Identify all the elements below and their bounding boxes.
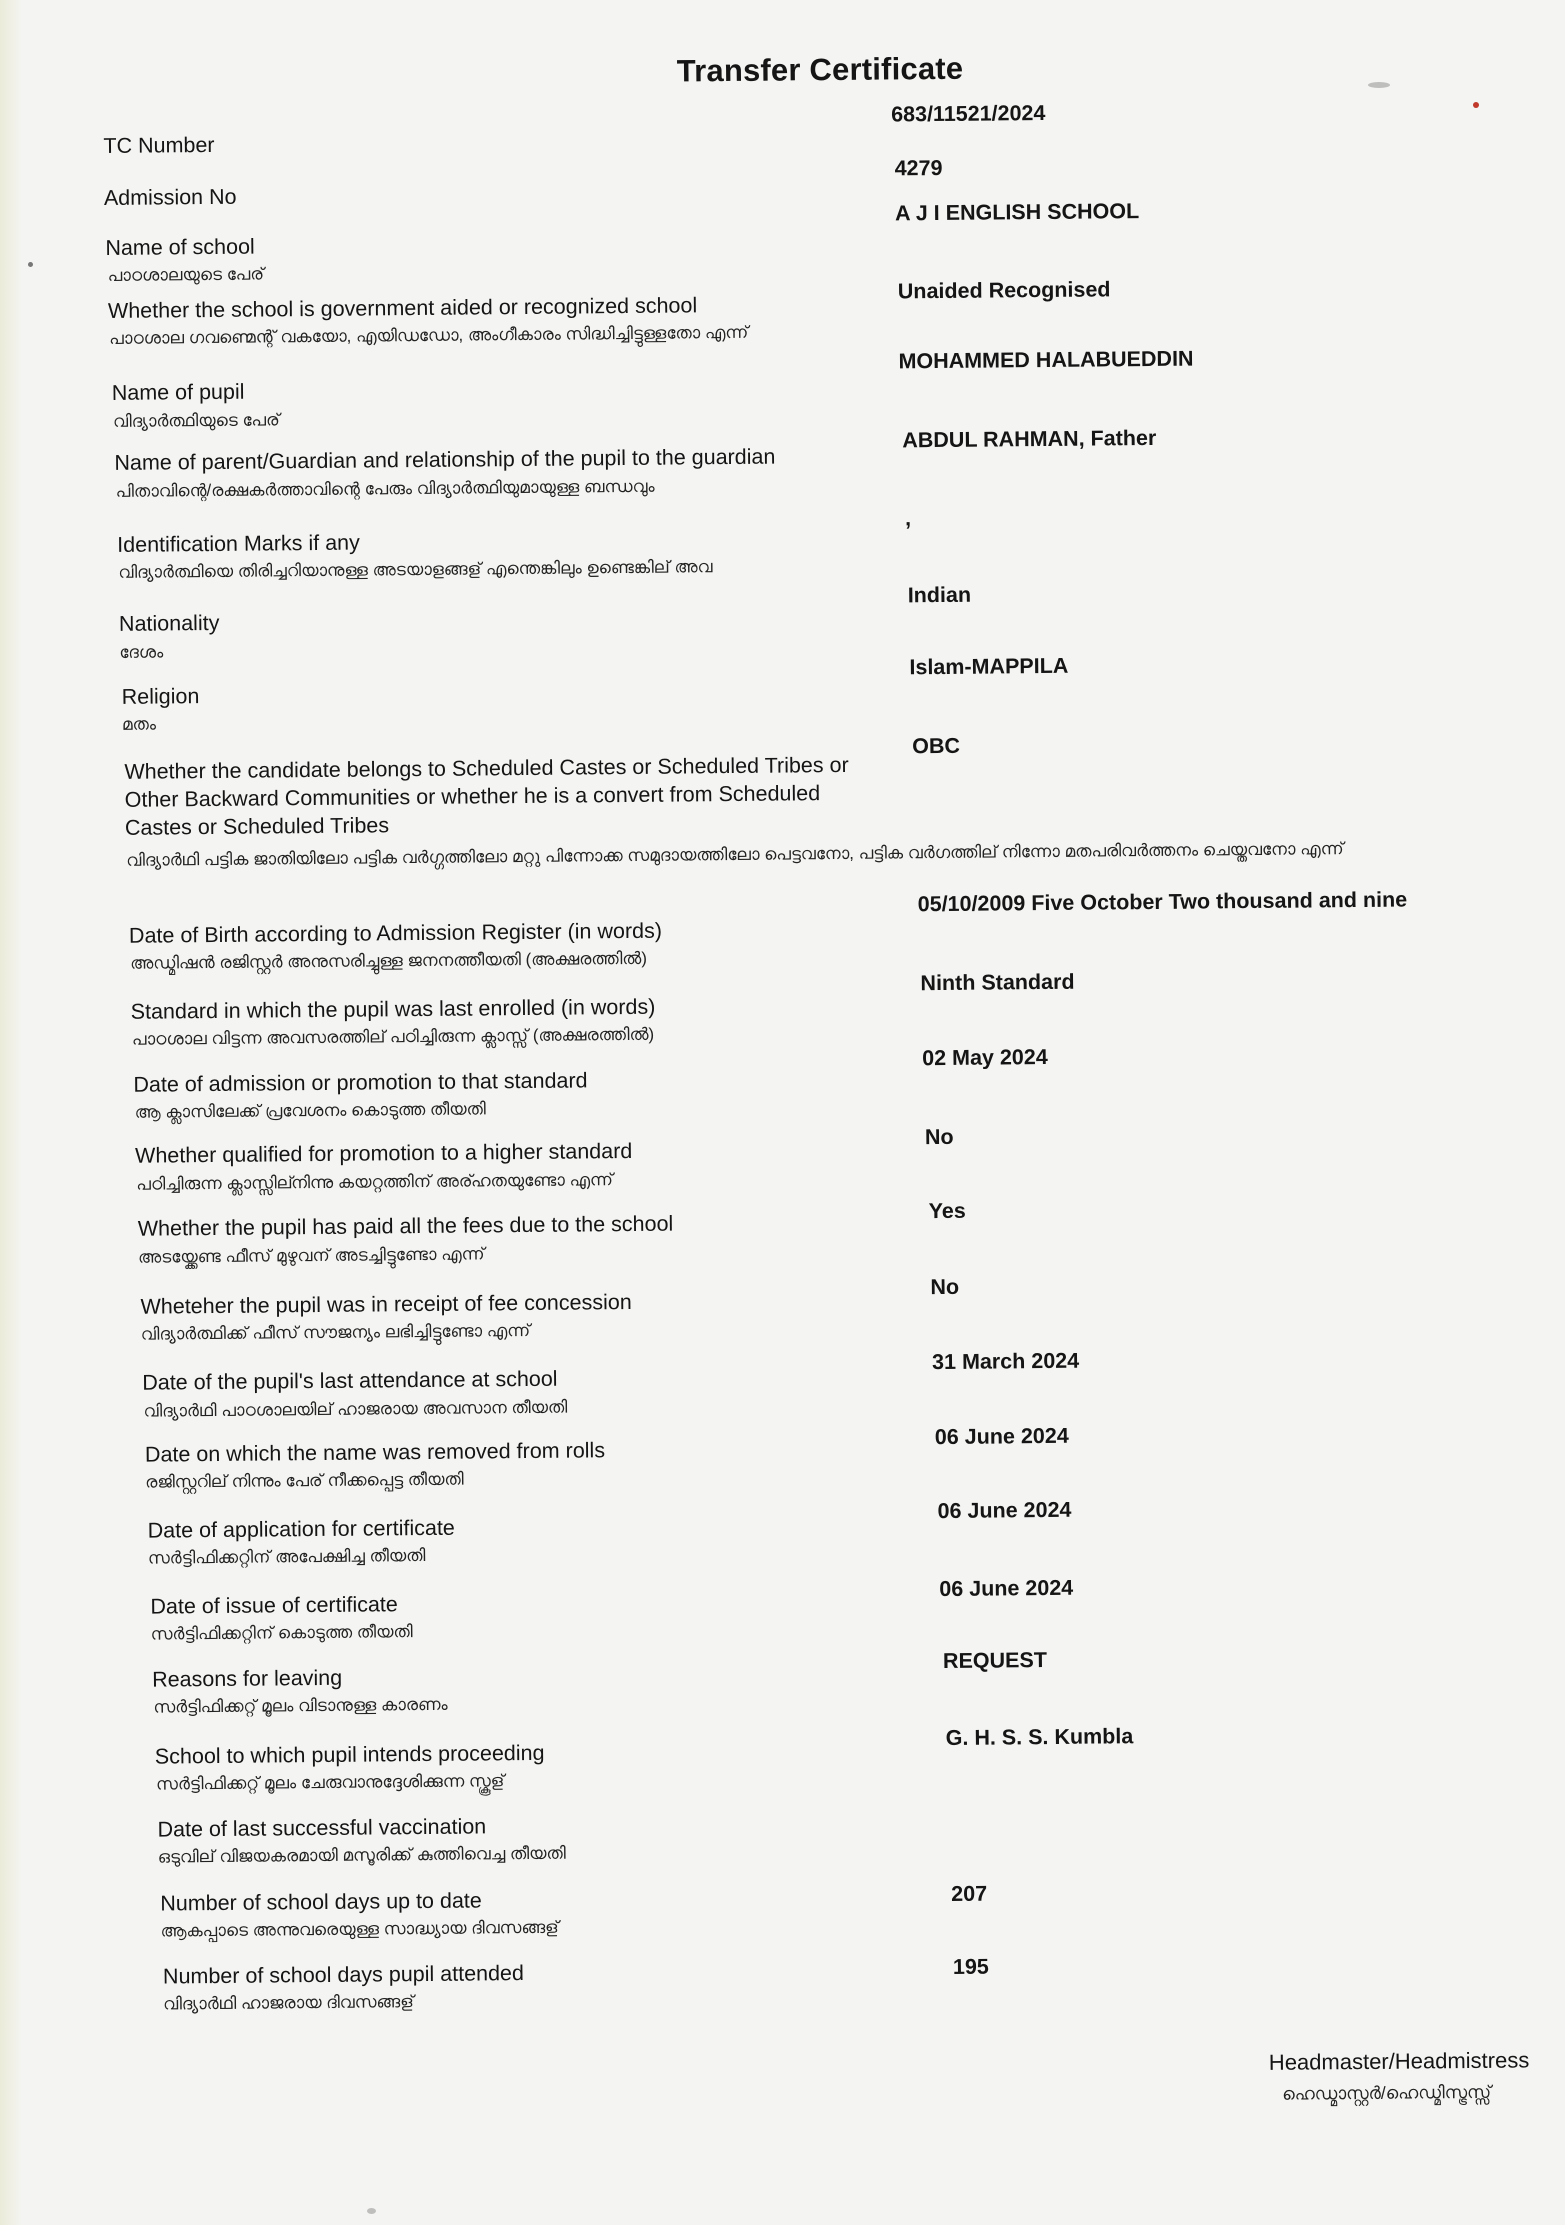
field-label: Whether the school is government aided or recognized school: [107, 293, 698, 323]
field-value: 683/11521/2024: [891, 100, 1046, 127]
field-label-malayalam: സർട്ടിഫിക്കറ്റ് മൂലം ചേരുവാനുദ്ദേശിക്കുന്ന സ്കൂള്: [156, 1771, 505, 1794]
field-label-malayalam: പിതാവിന്റെ/രക്ഷകർത്താവിന്റെ പേരും വിദ്യാർത്ഥിയുമായുള്ള ബന്ധവും: [115, 476, 655, 501]
field-label: Number of school days pupil attended: [162, 1961, 525, 1989]
field-label: Date of last successful vaccination: [157, 1814, 487, 1842]
field-label: Date of application for certificate: [147, 1515, 455, 1543]
field-label-malayalam: പഠിച്ചിരുന്ന ക്ലാസ്സില്നിന്നു കയറ്റത്തിന് അര്ഹതയുണ്ടോ എന്ന്: [136, 1170, 614, 1194]
field-label-malayalam: വിദ്യാർഥി പാഠശാലയില് ഹാജരായ അവസാന തീയതി: [143, 1397, 568, 1421]
field-label: Nationality: [118, 610, 220, 636]
field-label: Date of the pupil's last attendance at school: [142, 1366, 558, 1395]
field-label-malayalam: വിദ്യാർത്ഥിയെ തിരിച്ചറിയാനുള്ള അടയാളങ്ങള് എന്തെങ്കിലും ഉണ്ടെങ്കില് അവ: [118, 557, 713, 582]
field-value: No: [924, 1124, 954, 1150]
field-label: Admission No: [103, 184, 237, 211]
field-value: 31 March 2024: [932, 1348, 1080, 1375]
field-label: Date of issue of certificate: [150, 1592, 398, 1619]
field-value: A J I ENGLISH SCHOOL: [894, 199, 1140, 226]
field-label: Reasons for leaving: [152, 1665, 343, 1692]
field-label: Date of admission or promotion to that standard: [133, 1068, 588, 1097]
field-label-malayalam: വിദ്യാർഥി പട്ടിക ജാതിയിലോ പട്ടിക വർഗ്ഗത്തിലോ മറ്റു പിന്നോക്ക സമുദായത്തിലോ പെട്ടവനോ, പട്ടിക വർഗത്തില് നിന്നോ മതപരിവർത്തനം ചെയ്തവനോ എന്ന്: [126, 839, 1344, 870]
grey-smudge: [1368, 82, 1390, 88]
grey-speck: [367, 2208, 376, 2214]
field-value: 02 May 2024: [922, 1044, 1048, 1071]
field-label-malayalam: വിദ്യാർത്ഥിയുടെ പേര്: [112, 410, 280, 431]
field-value: REQUEST: [942, 1648, 1048, 1674]
signature-label-malayalam: ഹെഡ്മാസ്റ്റർ/ഹെഡ്മിസ്ട്രസ്സ്: [1282, 2081, 1492, 2104]
field-label: Name of school: [105, 234, 255, 260]
field-label-malayalam: സർട്ടിഫിക്കറ്റിന് അപേക്ഷിച്ച തീയതി: [147, 1545, 426, 1568]
field-label: Number of school days up to date: [160, 1888, 482, 1916]
field-value: MOHAMMED HALABUEDDIN: [898, 346, 1194, 374]
field-label-malayalam: ആ ക്ലാസിലേക്ക് പ്രവേശനം കൊടുത്ത തീയതി: [134, 1099, 486, 1122]
field-value: 05/10/2009 Five October Two thousand and nine: [917, 887, 1408, 917]
field-label-malayalam: ഒടുവില് വിജയകരമായി മസൂരിക്ക് കുത്തിവെച്ച തീയതി: [157, 1843, 566, 1867]
field-label: School to which pupil intends proceeding: [154, 1740, 545, 1769]
field-label: Religion: [121, 684, 200, 709]
field-value: 4279: [894, 155, 943, 181]
field-label: Name of pupil: [111, 379, 245, 405]
field-label-malayalam: രജിസ്റ്ററില് നിന്നും പേര് നീക്കപ്പെട്ട തീയതി: [145, 1469, 464, 1492]
field-value: OBC: [912, 733, 961, 759]
red-speck: [1473, 102, 1479, 108]
field-label: Name of parent/Guardian and relationship of the pupil to the guardian: [114, 444, 776, 475]
field-label: Whether qualified for promotion to a higher standard: [134, 1138, 633, 1168]
field-label: Whether the candidate belongs to Scheduled Castes or Scheduled Tribes or Other Backward Communities or whether he is a convert from Scheduled Castes or Scheduled Tribes: [124, 752, 849, 840]
field-value: Islam-MAPPILA: [909, 653, 1069, 680]
field-label-malayalam: വിദ്യാർത്ഥിക്ക് ഫീസ് സൗജന്യം ലഭിച്ചിട്ടുണ്ടോ എന്ന്: [140, 1320, 531, 1344]
field-label: Identification Marks if any: [117, 530, 360, 557]
grey-speck: [28, 262, 33, 267]
field-label: Date on which the name was removed from rolls: [144, 1438, 606, 1467]
field-label: Date of Birth according to Admission Register (in words): [128, 918, 663, 948]
field-label-malayalam: ദേശം: [119, 642, 164, 662]
field-label-malayalam: സർട്ടിഫിക്കറ്റിന് കൊടുത്ത തീയതി: [150, 1622, 413, 1644]
field-value: No: [930, 1274, 960, 1300]
field-label-malayalam: അടയ്ക്കേണ്ട ഫീസ് മുഴുവന് അടച്ചിട്ടുണ്ടോ എന്ന്: [137, 1244, 485, 1267]
field-label: Wheteher the pupil was in receipt of fee concession: [140, 1289, 632, 1319]
field-value: Ninth Standard: [920, 969, 1075, 996]
field-value: G. H. S. S. Kumbla: [945, 1724, 1134, 1751]
field-label-malayalam: പാഠശാല ഗവണ്മെന്റ് വകയോ, എയിഡഡോ, അംഗീകാരം സിദ്ധിച്ചിട്ടുള്ളതോ എന്ന്: [109, 322, 749, 348]
field-label-malayalam: പാഠശാല വിട്ടന്ന അവസരത്തില് പഠിച്ചിരുന്ന ക്ലാസ്സ് (അക്ഷരത്തിൽ): [131, 1024, 655, 1049]
field-value: 06 June 2024: [939, 1575, 1074, 1602]
field-label-malayalam: മതം: [121, 714, 157, 734]
field-value: 06 June 2024: [937, 1497, 1072, 1524]
field-label: Standard in which the pupil was last enrolled (in words): [130, 994, 656, 1024]
field-label-malayalam: ആകപ്പാടെ അന്നുവരെയുള്ള സാദ്ധ്യായ ദിവസങ്ങള്: [160, 1917, 559, 1941]
field-value: ,: [904, 506, 912, 531]
field-label-malayalam: സർട്ടിഫിക്കറ്റ് മൂലം വിടാനുള്ള കാരണം: [153, 1694, 448, 1717]
field-label: Whether the pupil has paid all the fees due to the school: [137, 1211, 674, 1241]
field-label-malayalam: വിദ്യാർഥി ഹാജരായ ദിവസങ്ങള്: [163, 1992, 414, 2014]
field-value: Indian: [907, 582, 972, 608]
field-value: Yes: [928, 1198, 966, 1224]
signature-label-english: Headmaster/Headmistress: [1268, 2047, 1530, 2075]
field-value: ABDUL RAHMAN, Father: [902, 425, 1157, 453]
field-label-malayalam: പാഠശാലയുടെ പേര്: [107, 264, 265, 285]
field-label-malayalam: അഡ്മിഷൻ രജിസ്റ്റർ അനുസരിച്ചുള്ള ജനനത്തീയതി (അക്ഷരത്തിൽ): [130, 948, 648, 973]
field-value: 06 June 2024: [934, 1423, 1069, 1450]
field-label: TC Number: [103, 132, 215, 159]
document-title: Transfer Certificate: [676, 50, 964, 89]
field-value: 195: [952, 1954, 989, 1979]
field-value: 207: [951, 1881, 988, 1906]
field-value: Unaided Recognised: [897, 277, 1111, 304]
